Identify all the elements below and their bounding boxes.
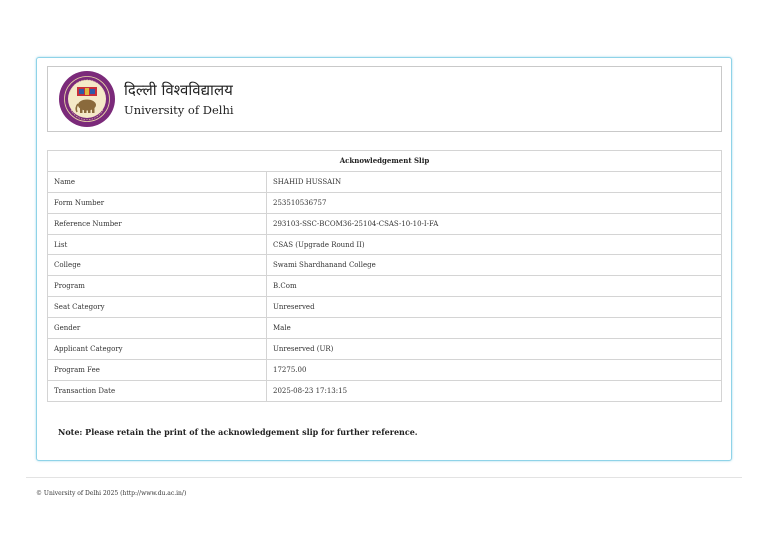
table-row bbox=[48, 380, 722, 401]
table-row bbox=[48, 255, 722, 276]
row-value: Unreserved (UR) bbox=[267, 339, 722, 360]
row-value: 293103-SSC-BCOM36-25104-CSAS-10-10-I-FA bbox=[267, 213, 722, 234]
university-seal-icon bbox=[58, 70, 116, 128]
slip-heading: Acknowledgement Slip bbox=[48, 151, 722, 172]
table-row bbox=[48, 359, 722, 380]
row-value: Male bbox=[267, 318, 722, 339]
row-label: Seat Category bbox=[48, 297, 267, 318]
university-title-block bbox=[124, 80, 234, 118]
copyright-footer: © University of Delhi 2025 (http://www.du.ac.in/) bbox=[36, 490, 187, 497]
row-value: Unreserved bbox=[267, 297, 722, 318]
table-row bbox=[48, 276, 722, 297]
table-row bbox=[48, 192, 722, 213]
table-row bbox=[48, 213, 722, 234]
row-value: SHAHID HUSSAIN bbox=[267, 171, 722, 192]
university-header bbox=[47, 66, 722, 132]
table-row bbox=[48, 171, 722, 192]
row-value: Swami Shardhanand College bbox=[267, 255, 722, 276]
table-row bbox=[48, 339, 722, 360]
table-header-row bbox=[48, 151, 722, 172]
row-value: CSAS (Upgrade Round II) bbox=[267, 234, 722, 255]
university-title-hindi: दिल्ली विश्वविद्यालय bbox=[124, 81, 233, 99]
row-label: Applicant Category bbox=[48, 339, 267, 360]
row-value: B.Com bbox=[267, 276, 722, 297]
row-label: Name bbox=[48, 171, 267, 192]
row-value: 253510536757 bbox=[267, 192, 722, 213]
table-row bbox=[48, 318, 722, 339]
retention-note: Note: Please retain the print of the acknowledgement slip for further reference. bbox=[58, 427, 418, 437]
row-label: Gender bbox=[48, 318, 267, 339]
row-value: 17275.00 bbox=[267, 359, 722, 380]
row-label: Form Number bbox=[48, 192, 267, 213]
row-value: 2025-08-23 17:13:15 bbox=[267, 380, 722, 401]
row-label: Transaction Date bbox=[48, 380, 267, 401]
footer-divider bbox=[26, 477, 742, 478]
row-label: List bbox=[48, 234, 267, 255]
acknowledgement-card bbox=[36, 57, 732, 461]
table-row bbox=[48, 297, 722, 318]
row-label: Reference Number bbox=[48, 213, 267, 234]
row-label: Program Fee bbox=[48, 359, 267, 380]
row-label: College bbox=[48, 255, 267, 276]
acknowledgement-table bbox=[47, 150, 722, 402]
university-title-english: University of Delhi bbox=[124, 103, 234, 117]
row-label: Program bbox=[48, 276, 267, 297]
table-row bbox=[48, 234, 722, 255]
